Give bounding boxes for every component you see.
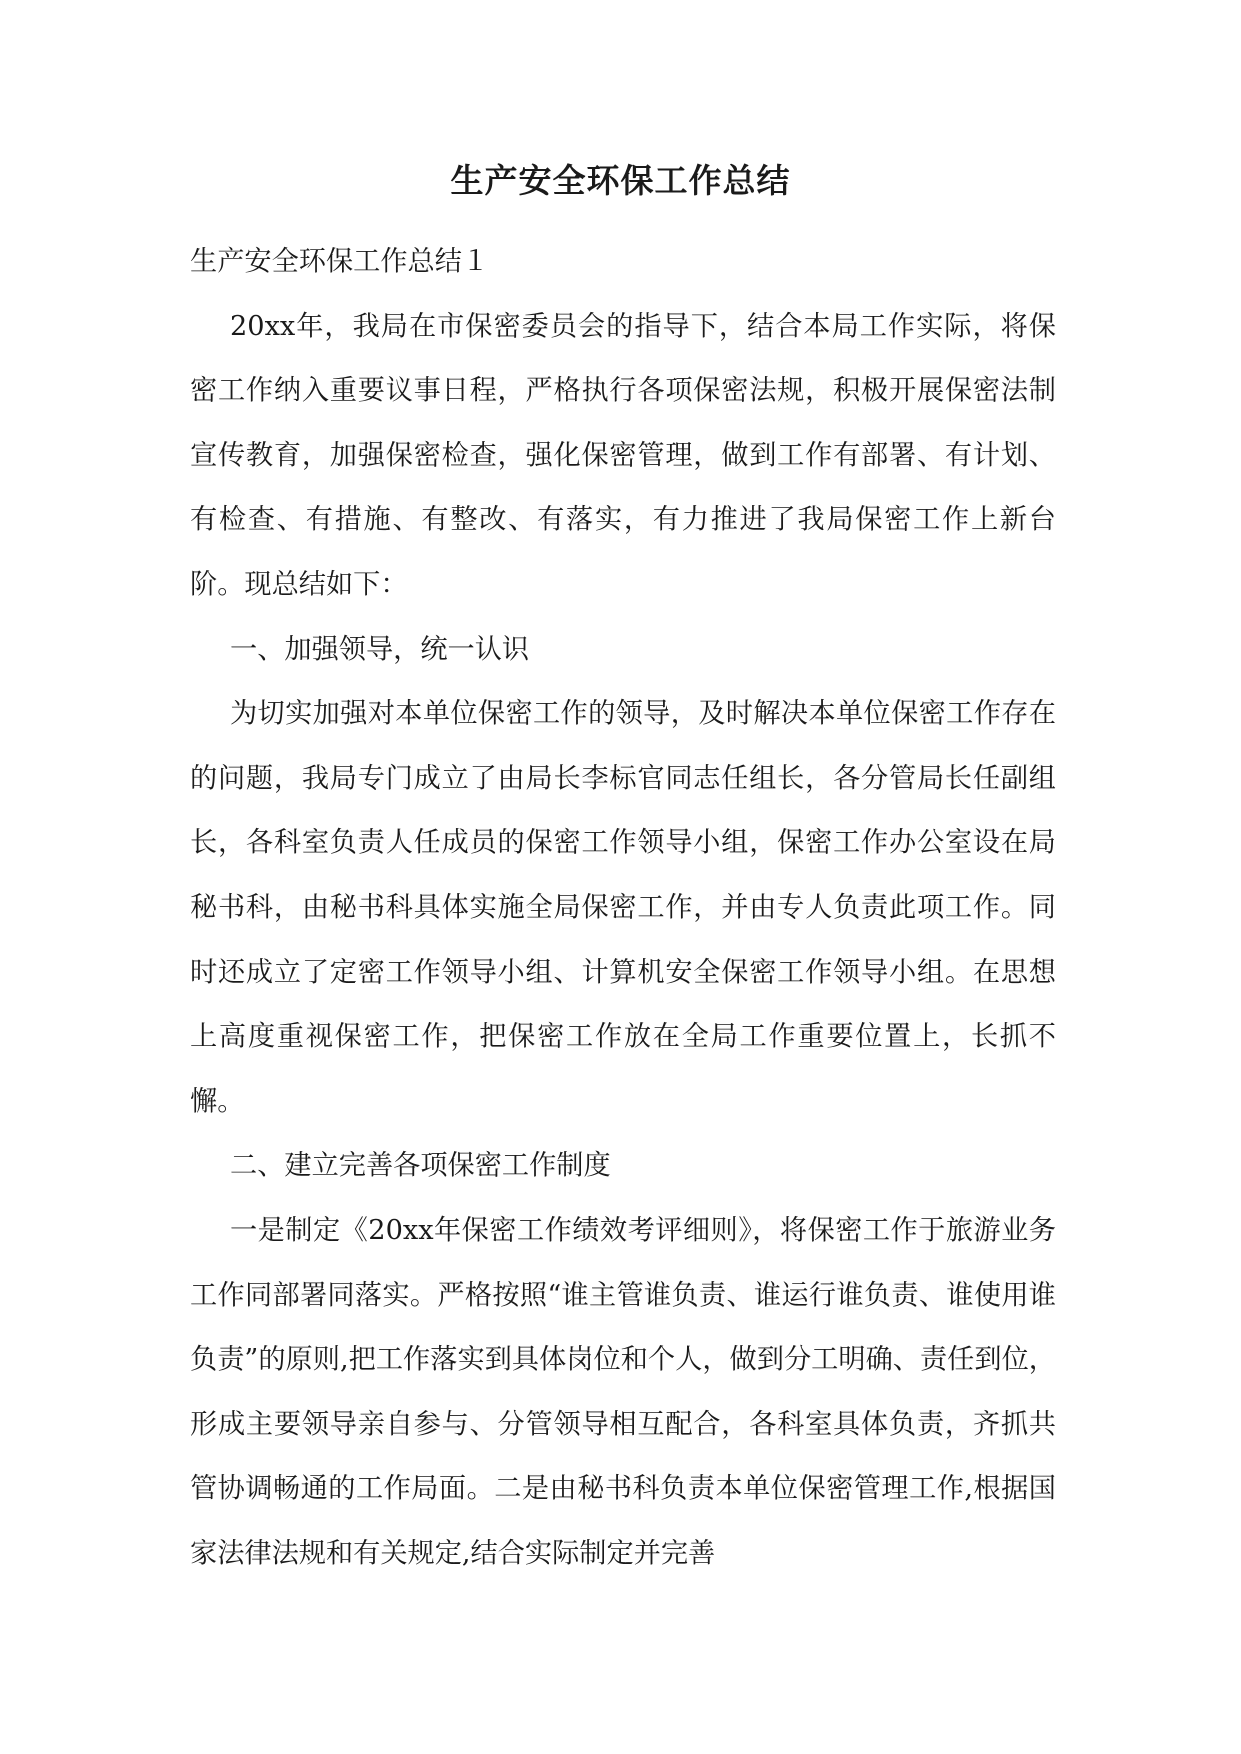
paragraph-systems: 一是制定《20xx年保密工作绩效考评细则》，将保密工作于旅游业务工作同部署同落实。严格按照“谁主管谁负责、谁运行谁负责、谁使用谁负责”的原则,把工作落实到具体岗位和个人，做到分工明确、责任到位，形成主要领导亲自参与、分管领导相互配合，各科室具体负责，齐抓共管协调畅通的工作局面。二是由秘书科负责本单位保密管理工作,根据国家法律法规和有关规定,结合实际制定并完善	[190, 1214, 1056, 1569]
section-heading: 生产安全环保工作总结１	[190, 246, 490, 277]
paragraph-intro: 20xx年，我局在市保密委员会的指导下，结合本局工作实际，将保密工作纳入重要议事日程，严格执行各项保密法规，积极开展保密法制宣传教育，加强保密检查，强化保密管理，做到工作有部署、有计划、有检查、有措施、有整改、有落实，有力推进了我局保密工作上新台阶。现总结如下：	[190, 310, 1056, 600]
document-body	[190, 230, 1056, 1586]
document-title: 生产安全环保工作总结	[450, 161, 791, 200]
section-heading-1: 一、加强领导，统一认识	[230, 633, 530, 665]
paragraph-leadership: 为切实加强对本单位保密工作的领导，及时解决本单位保密工作存在的问题，我局专门成立了由局长李标官同志任组长，各分管局长任副组长，各科室负责人任成员的保密工作领导小组，保密工作办公室设在局秘书科，由秘书科具体实施全局保密工作，并由专人负责此项工作。同时还成立了定密工作领导小组、计算机安全保密工作领导小组。在思想上高度重视保密工作，把保密工作放在全局工作重要位置上，长抓不懈。	[190, 698, 1056, 1117]
section-heading-2: 二、建立完善各项保密工作制度	[230, 1150, 611, 1182]
